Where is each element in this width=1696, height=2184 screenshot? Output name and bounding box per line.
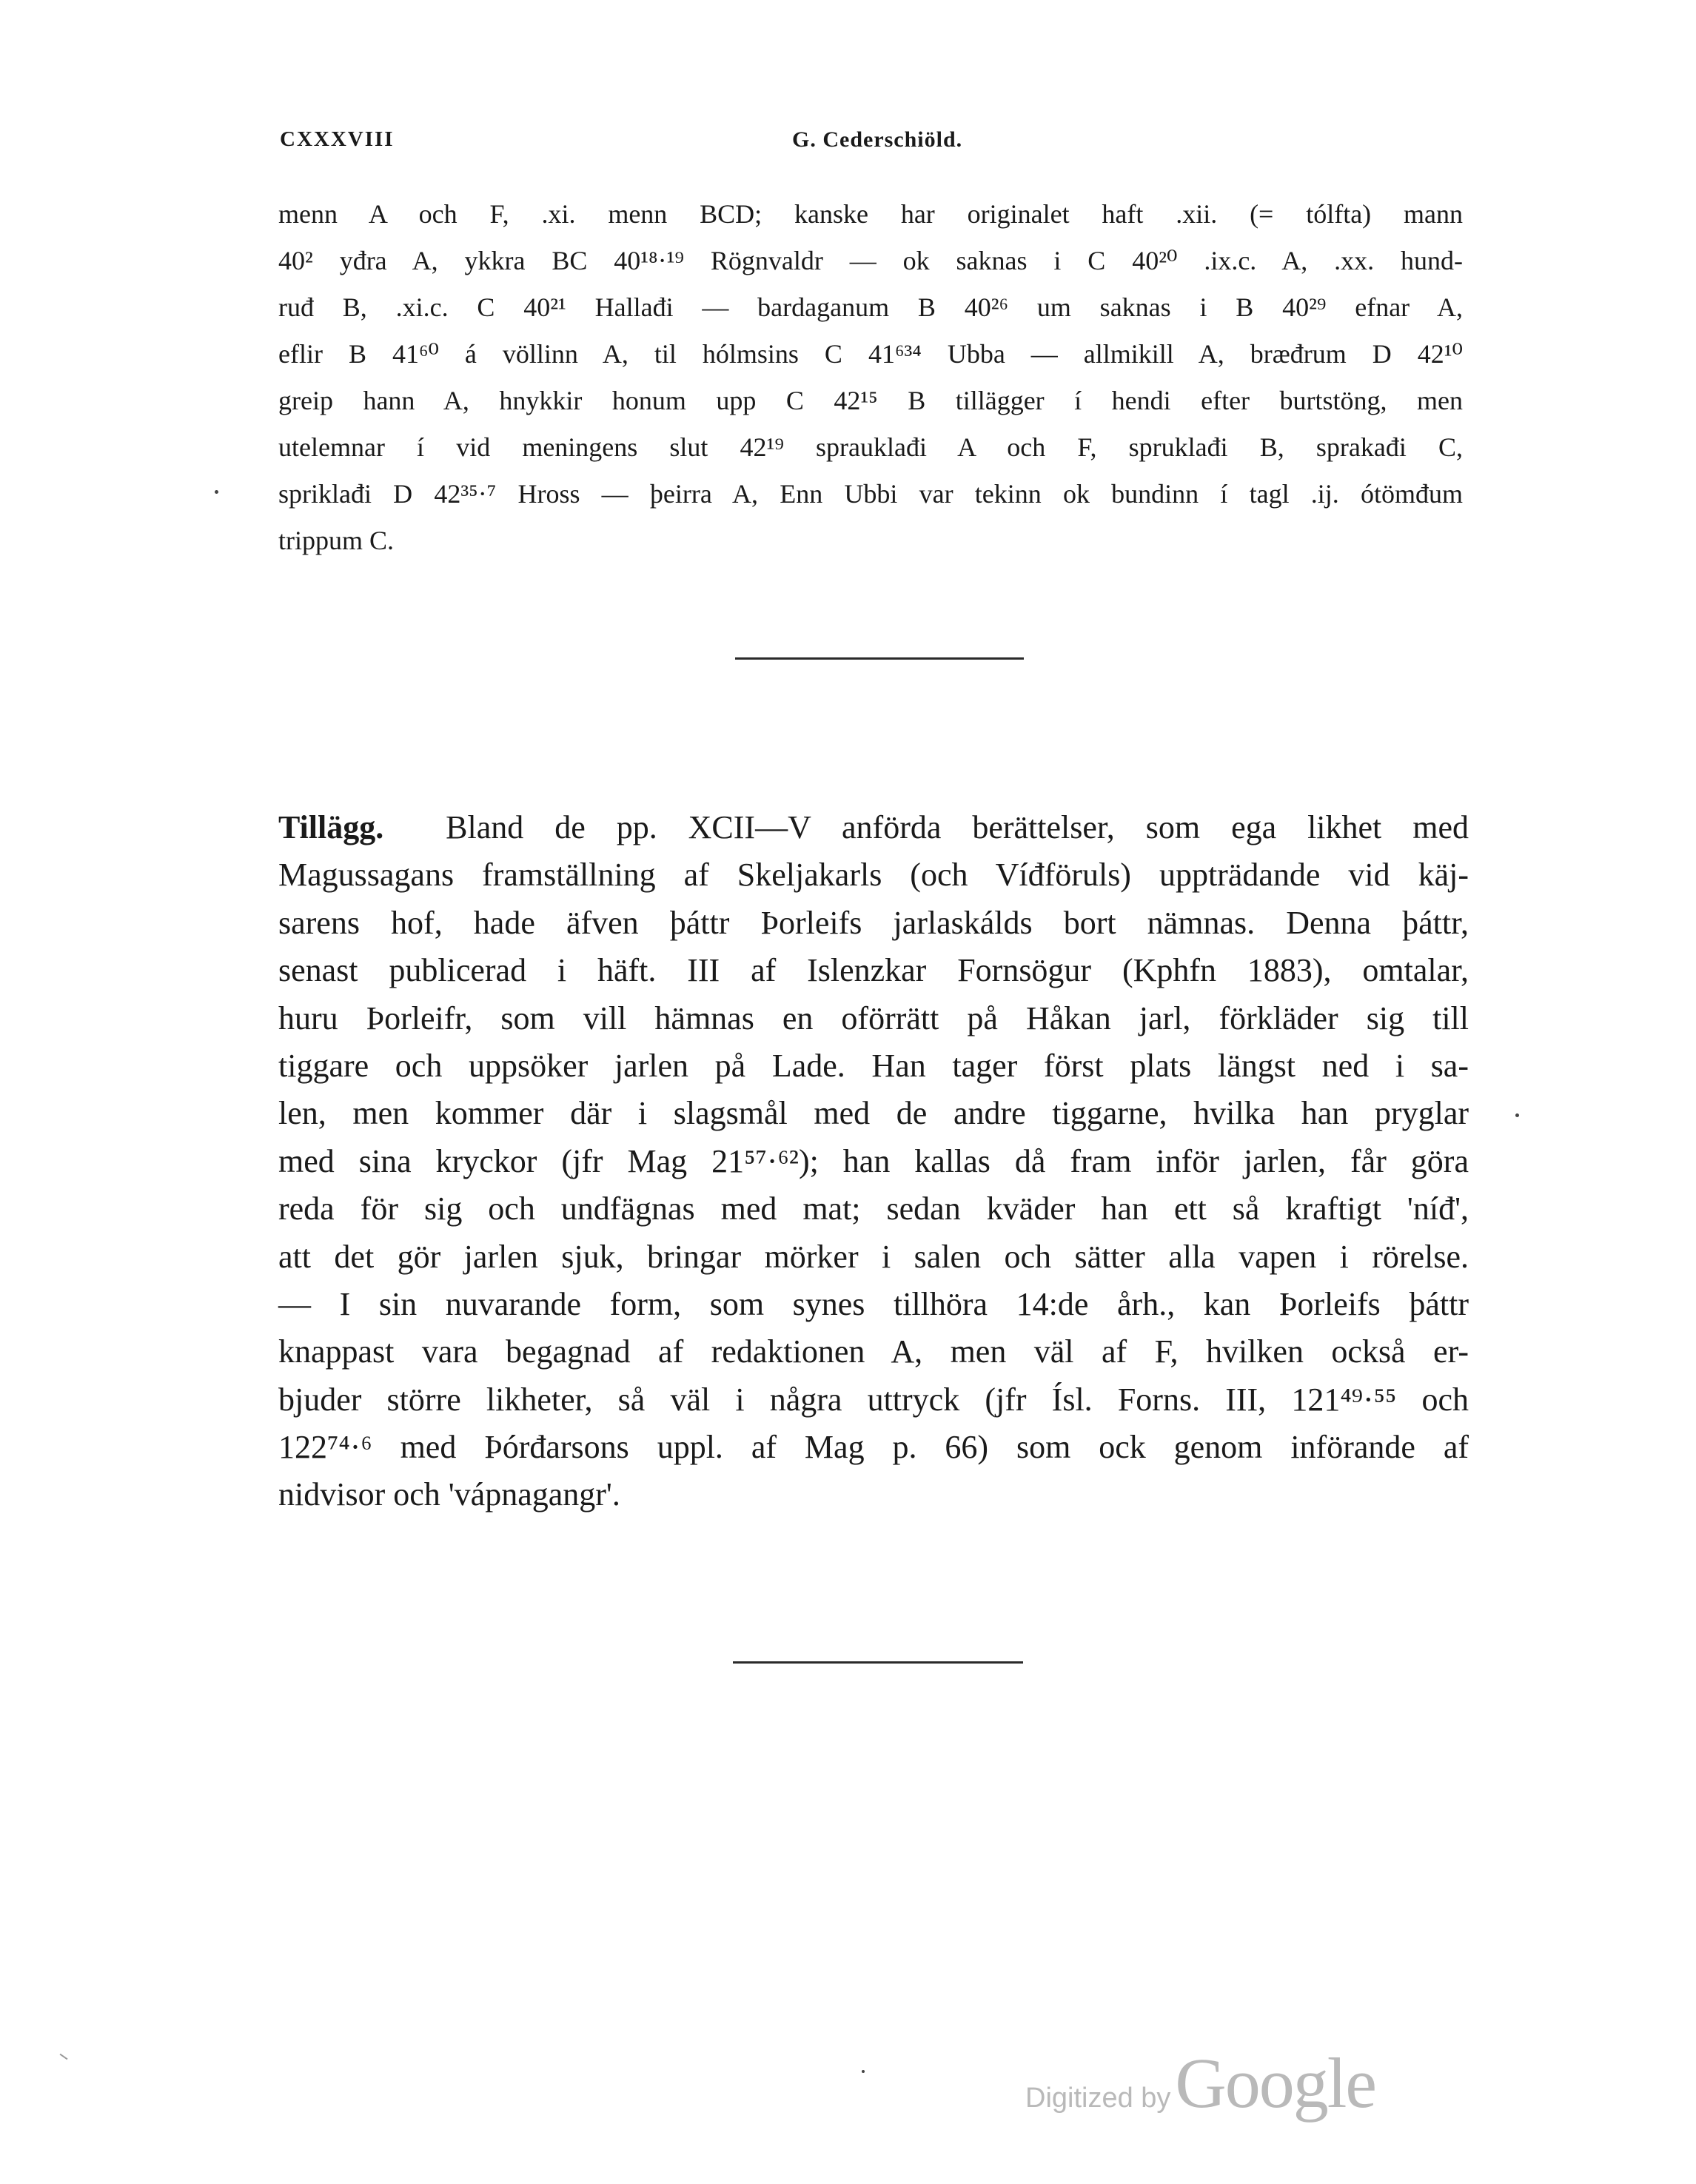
addendum-paragraph	[278, 804, 1469, 1519]
paragraph-line: Magussagans framställning af Skeljakarls (och Víđföruls) uppträdande vid käj-	[278, 857, 1469, 894]
variant-line: trippum C.	[278, 526, 395, 555]
paragraph-line: sarens hof, hade äfven þáttr Þorleifs jarlaskálds bort nämnas. Denna þáttr,	[278, 904, 1469, 941]
paragraph-line: senast publicerad i häft. III af Islenzkar Fornsögur (Kphfn 1883), omtalar,	[278, 952, 1469, 989]
paragraph-line: knappast vara begagnad af redaktionen A, men väl af F, hvilken också er-	[278, 1333, 1469, 1370]
variant-readings-block	[278, 191, 1463, 564]
variant-line: spriklađi D 42³⁵·⁷ Hross — þeirra A, Enn Ubbi var tekinn ok bundinn í tagl .ij. ótömđum	[278, 479, 1463, 509]
section-divider	[735, 657, 1024, 660]
variant-line: 40² yđra A, ykkra BC 40¹⁸·¹⁹ Rögnvaldr — ok saknas i C 40²⁰ .ix.c. A, .xx. hund-	[278, 246, 1463, 275]
paragraph-line: len, men kommer där i slagsmål med de andre tiggarne, hvilka han pryglar	[278, 1095, 1469, 1132]
paragraph-line-text: Bland de pp. XCII—V anförda berättelser, som ega likhet med	[446, 809, 1469, 845]
variant-line: greip hann A, hnykkir honum upp C 42¹⁵ B tillägger í hendi efter burtstöng, men	[278, 386, 1463, 415]
paragraph-line: med sina kryckor (jfr Mag 21⁵⁷·⁶²); han kallas då fram inför jarlen, får göra	[278, 1142, 1469, 1179]
digitization-watermark	[1025, 2042, 1375, 2124]
variant-line: utelemnar í vid meningens slut 42¹⁹ sprauklađi A och F, spruklađi B, sprakađi C,	[278, 432, 1463, 462]
paragraph-line	[278, 804, 1469, 851]
section-divider	[733, 1661, 1023, 1664]
paragraph-line: huru Þorleifr, som vill hämnas en oförrätt på Håkan jarl, förkläder sig till	[278, 999, 1469, 1036]
paragraph-line: 122⁷⁴·⁶ med Þórđarsons uppl. af Mag p. 66) som ock genom införande af	[278, 1429, 1469, 1466]
running-head-author: G. Cederschiöld.	[792, 127, 963, 152]
margin-speck	[215, 490, 218, 494]
paragraph-line: — I sin nuvarande form, som synes tillhöra 14:de årh., kan Þorleifs þáttr	[278, 1285, 1469, 1322]
variant-line: ruđ B, .xi.c. C 40²¹ Hallađi — bardaganum B 40²⁶ um saknas i B 40²⁹ efnar A,	[278, 292, 1463, 322]
page-number: CXXXVIII	[280, 127, 395, 151]
variant-line: menn A och F, .xi. menn BCD; kanske har originalet haft .xii. (= tólfta) mann	[278, 199, 1463, 229]
paragraph-line: tiggare och uppsöker jarlen på Lade. Han tager först plats längst ned i sa-	[278, 1047, 1469, 1084]
scan-mark	[60, 2054, 68, 2060]
margin-speck	[1515, 1113, 1519, 1117]
paragraph-line: att det gör jarlen sjuk, bringar mörker i salen och sätter alla vapen i rörelse.	[278, 1238, 1469, 1275]
variant-line: eflir B 41⁶⁰ á völlinn A, til hólmsins C 41⁶³⁴ Ubba — allmikill A, bræđrum D 42¹⁰	[278, 339, 1463, 369]
google-logo: Google	[1175, 2043, 1376, 2123]
paragraph-line: bjuder större likheter, så väl i några uttryck (jfr Ísl. Forns. III, 121⁴⁹·⁵⁵ och	[278, 1381, 1469, 1418]
scan-mark	[862, 2070, 865, 2073]
watermark-caption: Digitized by	[1025, 2083, 1171, 2114]
paragraph-line: nidvisor och 'vápnagangr'.	[278, 1476, 620, 1513]
addendum-heading: Tillägg.	[278, 809, 384, 845]
paragraph-line: reda för sig och undfägnas med mat; sedan kväder han ett så kraftigt 'níđ',	[278, 1190, 1469, 1227]
